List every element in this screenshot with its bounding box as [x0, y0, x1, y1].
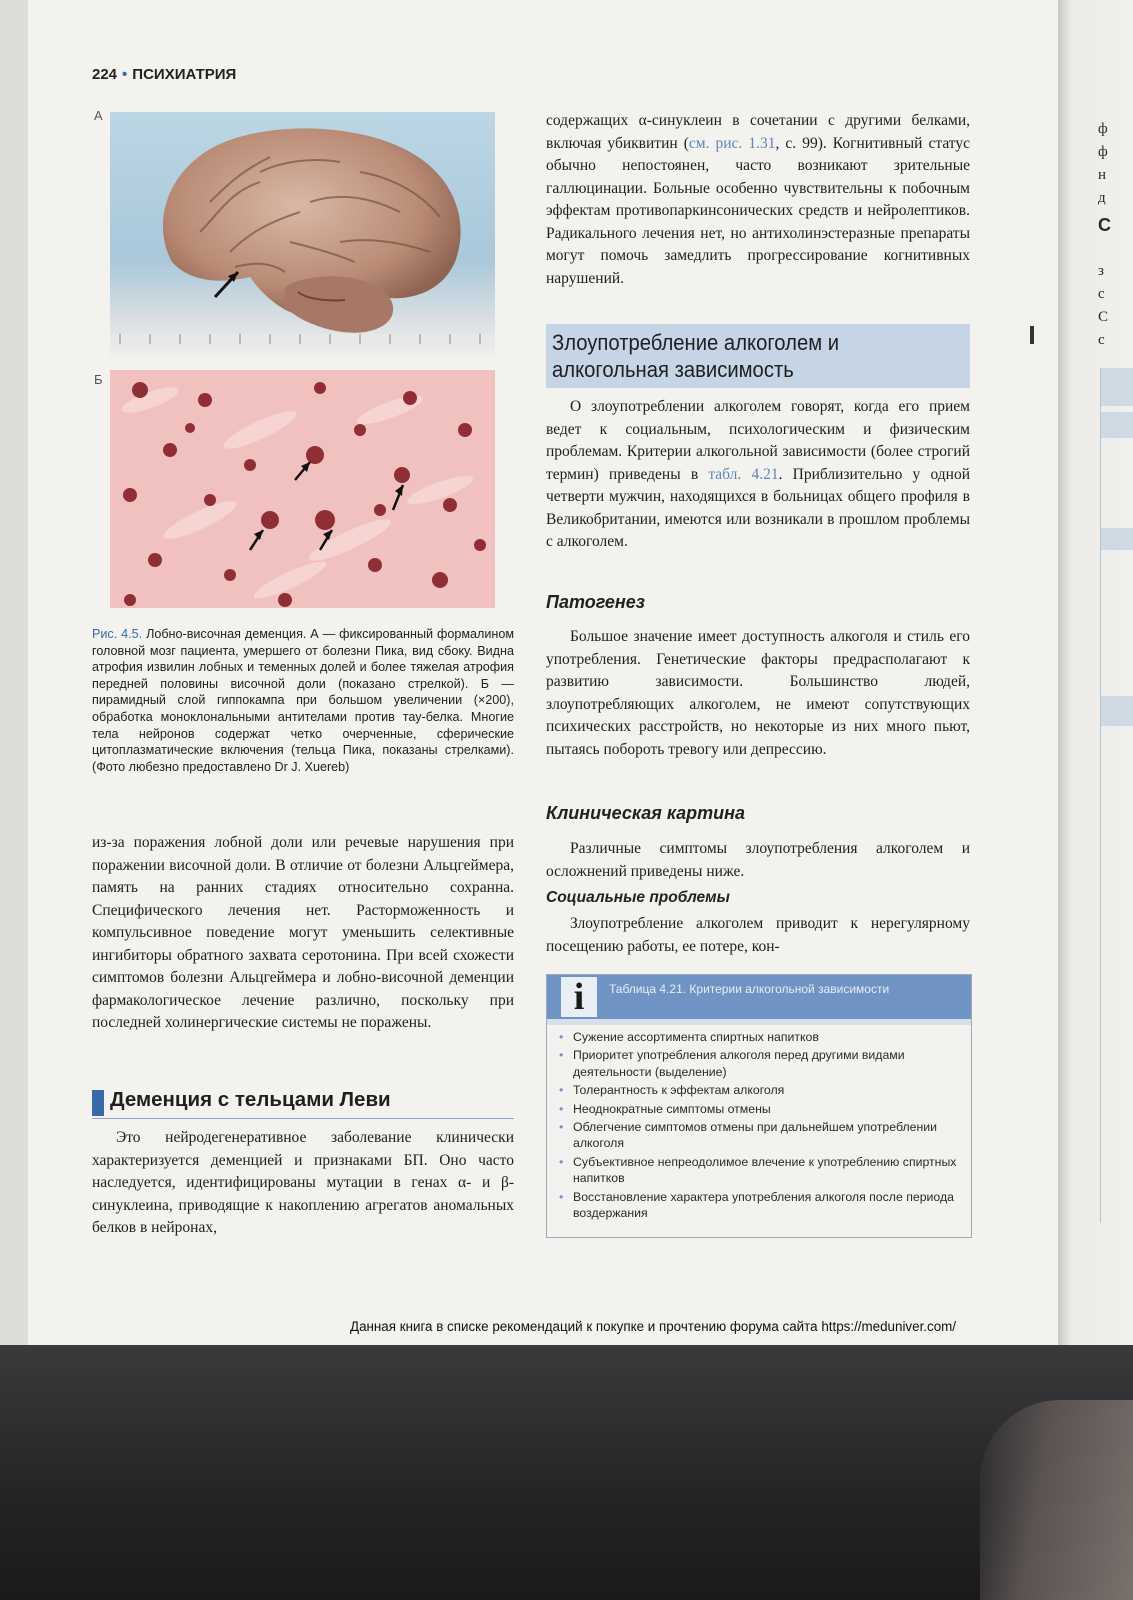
- dark-background: [0, 1345, 1133, 1600]
- next-page-letter: н: [1098, 167, 1107, 183]
- next-page-letter: ф: [1098, 121, 1108, 137]
- left-paragraph-lewy: Это нейродегенеративное заболевание клинически характеризуется деменцией и признаками БП. Оно часто наследуется, идентифицированы мутации в генах α- и β-синуклеина, приводящие к накоплению агрегатов аномальных белков в нейронах,: [92, 1129, 514, 1236]
- next-page-table-edge: [1100, 368, 1133, 1223]
- page-number: 224: [92, 66, 118, 83]
- table-header-separator: [547, 1019, 971, 1025]
- brain-illustration: [110, 112, 495, 357]
- section-title-alcohol: Злоупотребление алкоголем и алкогольная зависимость: [552, 330, 840, 382]
- criteria-item: • Субъективное непреодолимое влечение к употреблению спиртных напитков: [557, 1154, 962, 1187]
- criteria-item: • Сужение ассортимента спиртных напитков: [557, 1029, 962, 1045]
- figure-panel-b-letter: Б: [94, 372, 103, 387]
- criteria-item: • Неоднократные симптомы отмены: [557, 1101, 962, 1117]
- pathogenesis-paragraph: Большое значение имеет доступность алкоголя и стиль его употребления. Генетические факторы предрасполагают к развитию зависимости. Большинство людей, злоупотребляющих алкоголем, не имеют сопутствующих психических расстройств, но некоторые из них много пьют, пытаясь побороть тревогу или депрессию.: [546, 628, 970, 758]
- alcohol-intro-text-1: О злоупотреблении алкоголем говорят, когда его прием ведет к социальным, психологическим и физическим проблемам. Критерии алкогольной зависимости (более строгий термин) приведены в: [546, 398, 970, 483]
- next-page-letter: C: [1098, 215, 1111, 235]
- clinical-picture-paragraph: Различные симптомы злоупотребления алкоголем и осложнений приведены ниже.: [546, 840, 970, 880]
- social-problems-paragraph: Злоупотребление алкоголем приводит к нерегулярному посещению работы, ее потере, кон-: [546, 915, 970, 955]
- left-paragraph-ftd: из-за поражения лобной доли или речевые нарушения при поражении височной доли. В отличие от болезни Альцгеймера, память на ранних стадиях относительно сохранна. Специфического лечения нет. Расторможенность и компульсивное поведение могут уменьшить селективные ингибиторы обратного захвата серотонина. При всей схожести симптомов болезни Альцгеймера и лобно-височной деменции фармакологическое лечение различно, поскольку при последней холинергические системы не поражены.: [92, 834, 514, 1031]
- next-page-letter: с: [1098, 332, 1105, 348]
- next-table-band: [1101, 696, 1133, 726]
- next-table-band: [1101, 528, 1133, 550]
- table-title: Таблица 4.21. Критерии алкогольной зависимости: [609, 982, 890, 996]
- header-bullet: •: [122, 66, 128, 83]
- table-header: [547, 975, 971, 1019]
- figure-panel-a-brain-photo: [110, 112, 495, 357]
- section-heading-lewy: [92, 1088, 514, 1119]
- next-page-letter: C: [1098, 309, 1109, 325]
- alcohol-intro-text-2: . Приблизительно у одной четверти мужчин, находящихся в больницах общего профиля в Великобритании, имеются или возникали в прошлом проблемы с алкоголем.: [546, 465, 970, 550]
- alcohol-intro-paragraph: [546, 396, 970, 554]
- table-4-21: [546, 974, 972, 1238]
- criteria-item: • Восстановление характера употребления алкоголя после периода воздержания: [557, 1189, 962, 1222]
- social-problems-heading: Социальные проблемы: [546, 889, 730, 906]
- next-page-text-fragments: [1098, 118, 1111, 352]
- figure-caption-text: Лобно-височная деменция. А — фиксированный формалином головной мозг пациента, умершего от болезни Пика, вид сбоку. Видна атрофия извилин лобных и теменных долей и более тяжелая атрофия передней половины височной доли (показано стрелкой). Б — пирамидный слой гиппокампа при большом увеличении (×200), обработка моноклональными антителами против тау-белка. Многие тела нейронов содержат четко очерченные, сферические цитоплазматические включения (тельца Пика, показаны стрелками). (Фото любезно предоставлено Dr J. Xuereb): [92, 627, 514, 774]
- pathogenesis-heading: Патогенез: [546, 592, 645, 612]
- criteria-item: • Облегчение симптомов отмены при дальнейшем употреблении алкоголя: [557, 1119, 962, 1152]
- figure-caption-label: Рис. 4.5.: [92, 627, 143, 641]
- table-reference-link[interactable]: табл. 4.21: [708, 465, 779, 483]
- criteria-item: • Приоритет употребления алкоголя перед другими видами деятельности (выделение): [557, 1047, 962, 1080]
- hand-shadow: [980, 1400, 1133, 1600]
- running-header: [92, 66, 236, 83]
- next-page-gap: [1098, 237, 1111, 260]
- figure-reference-link[interactable]: см. рис. 1.31: [688, 134, 776, 152]
- figure-panel-a-letter: А: [94, 108, 103, 123]
- criteria-list: [557, 1029, 962, 1223]
- footer-watermark: Данная книга в списке рекомендаций к покупке и прочтению форума сайта https://meduniver.com/: [350, 1319, 957, 1334]
- page-fold-mark: [1030, 326, 1034, 344]
- next-table-band: [1101, 368, 1133, 406]
- next-table-band: [1101, 412, 1133, 438]
- synuclein-text-1: содержащих α-синуклеин в сочетании с другими белками, включая убиквитин (: [546, 112, 970, 152]
- lewy-heading-title: Деменция с тельцами Леви: [110, 1088, 391, 1111]
- criteria-item: • Толерантность к эффектам алкоголя: [557, 1082, 962, 1098]
- next-page-letter: с: [1098, 286, 1105, 302]
- heading-bar: [92, 1090, 104, 1116]
- next-page-letter: ф: [1098, 144, 1108, 160]
- header-section: ПСИХИАТРИЯ: [132, 66, 237, 83]
- histology-illustration: [110, 370, 495, 608]
- next-page-letter: д: [1098, 190, 1106, 206]
- figure-caption: [92, 626, 514, 775]
- synuclein-text-2: , с. 99). Когнитивный статус обычно непостоянен, часто возникают зрительные галлюцинации. Больные особенно чувствительны к побочным эффектам противопаркинсонических средств и нейролептиков. Радикального лечения нет, но антихолинэстеразные препараты могут помочь замедлить прогрессирование когнитивных нарушений.: [546, 134, 970, 287]
- figure-panel-b-histology-photo: [110, 370, 495, 608]
- clinical-picture-heading: Клиническая картина: [546, 803, 746, 823]
- info-icon: i: [561, 977, 597, 1017]
- right-paragraph-synuclein: [546, 110, 970, 290]
- next-page-letter: з: [1098, 263, 1104, 279]
